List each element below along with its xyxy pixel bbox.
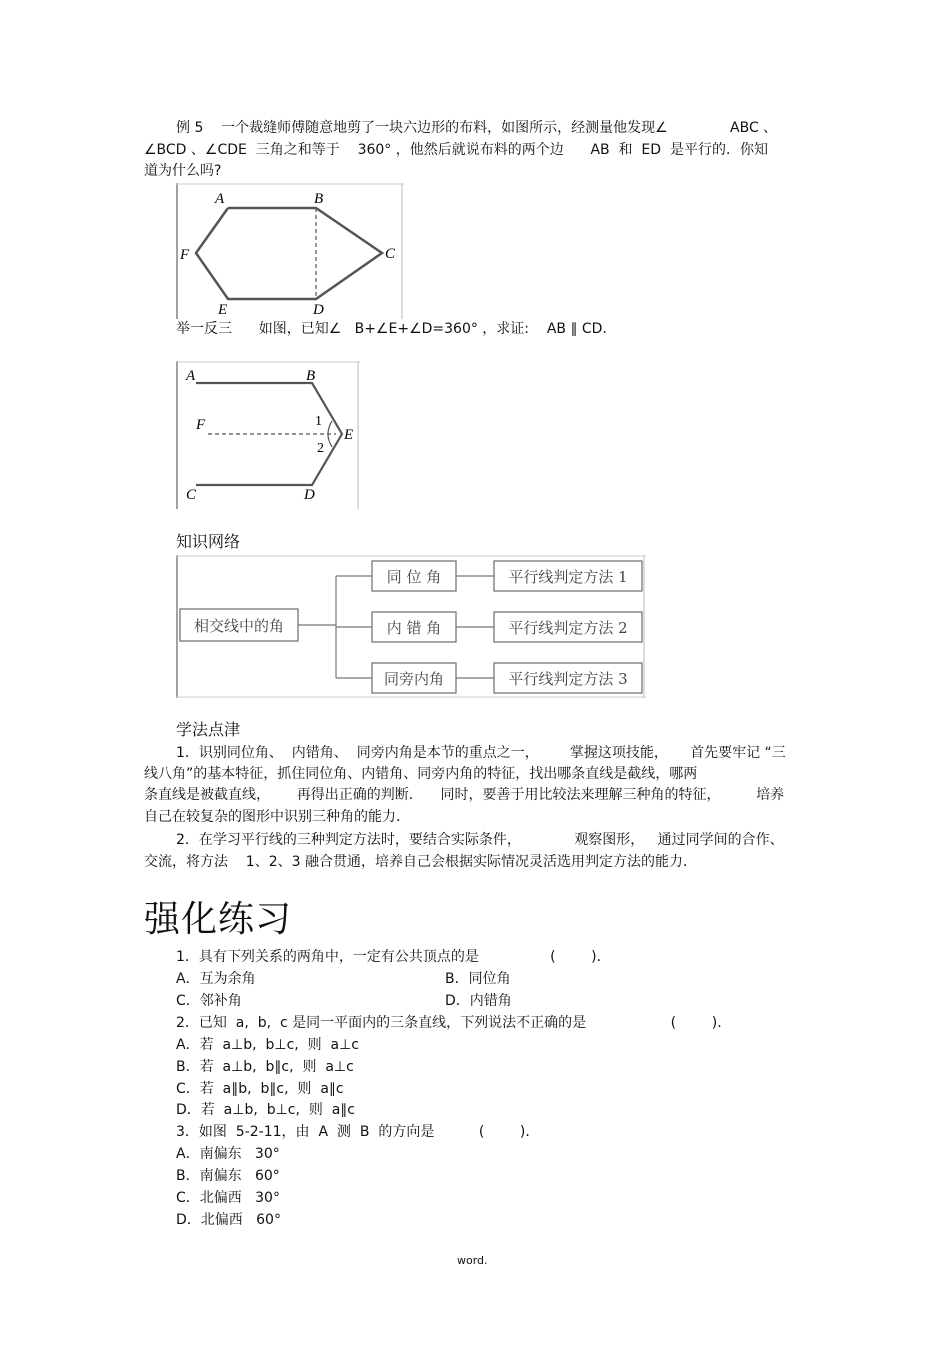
example5-line-1: 例 5 一个裁缝师傅随意地剪了一块六边形的布料，如图所示，经测量他发现∠ ABC 、 — [176, 120, 778, 136]
label-E: E — [218, 302, 228, 318]
root-label: 相交线中的角 — [193, 617, 285, 635]
q2-option-b: B．若 a⊥b, b∥c, 则 a⊥c — [176, 1059, 354, 1075]
method-label-3: 平行线判定方法 3 — [508, 670, 628, 688]
label-B: B — [306, 368, 316, 384]
label-D: D — [304, 487, 315, 503]
q1-option-a: A．互为余角 — [176, 971, 256, 987]
label-1: 1 — [315, 414, 322, 429]
variant-problem: 举一反三 如图，已知∠ B+∠E+∠D=360° ，求证: AB ∥ CD． — [176, 321, 617, 337]
angle-label-2: 内 错 角 — [386, 619, 442, 637]
practice-title: 强化练习 — [144, 899, 293, 940]
q3-option-a: A．南偏东 30° — [176, 1146, 280, 1162]
example5-line-2: ∠BCD 、∠CDE 三角之和等于 360° ，他然后就说布料的两个边 AB 和 ED 是平行的．你知 — [144, 142, 768, 158]
q2-stem: 2．已知 a, b, c 是同一平面内的三条直线，下列说法不正确的是 ( )． — [176, 1015, 732, 1031]
method-label-2: 平行线判定方法 2 — [508, 619, 628, 637]
knowledge-network-diagram — [176, 555, 646, 698]
label-B: B — [314, 191, 324, 207]
network-heading: 知识网络 — [176, 532, 241, 551]
label-F: F — [180, 247, 190, 263]
q2-option-d: D．若 a⊥b, b⊥c, 则 a∥c — [176, 1102, 355, 1118]
label-C: C — [186, 487, 197, 503]
q3-option-b: B．南偏东 60° — [176, 1168, 280, 1184]
q2-option-a: A．若 a⊥b, b⊥c, 则 a⊥c — [176, 1037, 359, 1053]
study-line-6: 交流，将方法 1、2、3 融合贯通，培养自己会根据实际情况灵活选用判定方法的能力． — [144, 854, 697, 870]
study-heading: 学法点津 — [176, 720, 241, 739]
study-line-3: 条直线是被截直线， 再得出正确的判断． 同时，要善于用比较法来理解三种角的特征， 培养 — [144, 787, 785, 803]
angle-label-3: 同旁内角 — [383, 670, 445, 688]
q1-option-b: B．同位角 — [445, 971, 511, 987]
study-line-4: 自己在较复杂的图形中识别三种角的能力． — [144, 809, 410, 825]
hexagon-outline — [196, 208, 382, 299]
example5-line-3: 道为什么吗? — [144, 163, 222, 179]
study-line-1: 1．识别同位角、 内错角、 同旁内角是本节的重点之一， 掌握这项技能， 首先要牢记 “三 — [176, 745, 786, 761]
q3-option-d: D．北偏西 60° — [176, 1212, 281, 1228]
study-line-2: 线八角”的基本特征，抓住同位角、内错角、同旁内角的特征，找出哪条直线是截线，哪两 — [144, 766, 698, 782]
q3-stem: 3．如图 5-2-11，由 A 测 B 的方向是 ( )． — [176, 1124, 540, 1140]
hexagon-figure — [176, 183, 404, 319]
label-F: F — [196, 417, 206, 433]
q3-option-c: C．北偏西 30° — [176, 1190, 280, 1206]
label-A: A — [186, 368, 196, 384]
study-line-5: 2．在学习平行线的三种判定方法时，要结合实际条件， 观察图形， 通过同学间的合作、 — [176, 832, 784, 848]
label-E: E — [344, 427, 354, 443]
angle-label-1: 同 位 角 — [386, 568, 442, 586]
method-label-1: 平行线判定方法 1 — [508, 568, 628, 586]
parallel-lines-figure — [176, 361, 360, 509]
q1-option-d: D．内错角 — [445, 993, 512, 1009]
label-2: 2 — [317, 441, 324, 456]
page-footer: word. — [457, 1254, 488, 1267]
label-A: A — [215, 191, 225, 207]
label-D: D — [313, 302, 324, 318]
q1-option-c: C．邻补角 — [176, 993, 242, 1009]
label-C: C — [385, 246, 396, 262]
q1-stem: 1．具有下列关系的两角中，一定有公共顶点的是 ( )． — [176, 949, 611, 965]
q2-option-c: C．若 a∥b, b∥c, 则 a∥c — [176, 1081, 344, 1097]
